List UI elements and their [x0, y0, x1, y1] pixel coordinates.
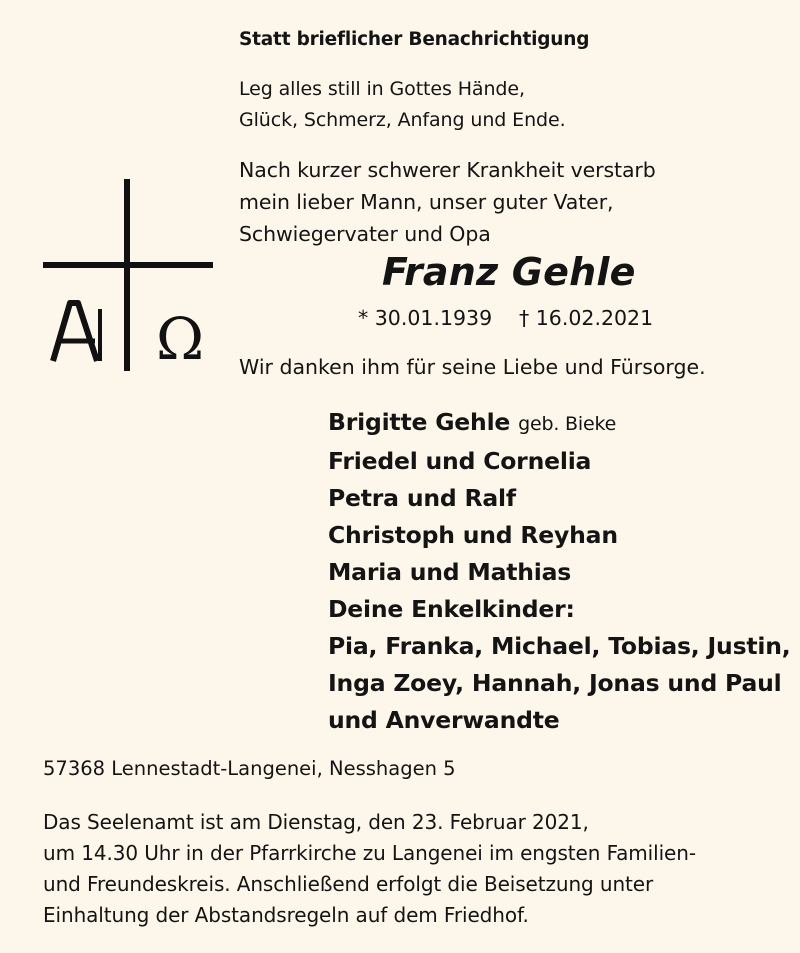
service-line: um 14.30 Uhr in der Pfarrkirche zu Langenei im engsten Familien- [43, 841, 696, 865]
family-member: und Anverwandte [328, 706, 560, 734]
family-list [328, 404, 791, 739]
cross-alpha-omega-icon [40, 175, 216, 375]
family-member [328, 404, 791, 443]
family-member: Pia, Franka, Michael, Tobias, Justin, [328, 632, 791, 660]
service-line: Einhaltung der Abstandsregeln auf dem Friedhof. [43, 903, 529, 927]
intro-text [239, 154, 656, 250]
death-date: † 16.02.2021 [519, 306, 654, 330]
service-line: Das Seelenamt ist am Dienstag, den 23. Februar 2021, [43, 810, 589, 834]
family-member: Inga Zoey, Hannah, Jonas und Paul [328, 669, 782, 697]
family-member: Christoph und Reyhan [328, 521, 618, 549]
maiden-name: geb. Bieke [518, 413, 617, 435]
notice-heading: Statt brieflicher Benachrichtigung [239, 29, 590, 50]
verse [239, 74, 566, 136]
birth-date: * 30.01.1939 [358, 306, 493, 330]
family-member-name: Brigitte Gehle [328, 408, 511, 436]
family-member: Maria und Mathias [328, 558, 572, 586]
verse-line: Leg alles still in Gottes Hände, [239, 78, 525, 100]
family-member: Petra und Ralf [328, 484, 516, 512]
deceased-name: Franz Gehle [382, 250, 636, 294]
family-member: Friedel und Cornelia [328, 447, 592, 475]
address: 57368 Lennestadt-Langenei, Nesshagen 5 [43, 757, 456, 780]
family-member: Deine Enkelkinder: [328, 595, 575, 623]
intro-line: mein lieber Mann, unser guter Vater, [239, 190, 614, 214]
thanks-text: Wir danken ihm für seine Liebe und Fürsorge. [239, 355, 706, 379]
intro-line: Nach kurzer schwerer Krankheit verstarb [239, 158, 656, 182]
intro-line: Schwiegervater und Opa [239, 222, 491, 246]
service-info [43, 807, 696, 931]
verse-line: Glück, Schmerz, Anfang und Ende. [239, 109, 566, 131]
svg-text:Ω: Ω [155, 305, 205, 373]
service-line: und Freundeskreis. Anschließend erfolgt die Beisetzung unter [43, 872, 654, 896]
